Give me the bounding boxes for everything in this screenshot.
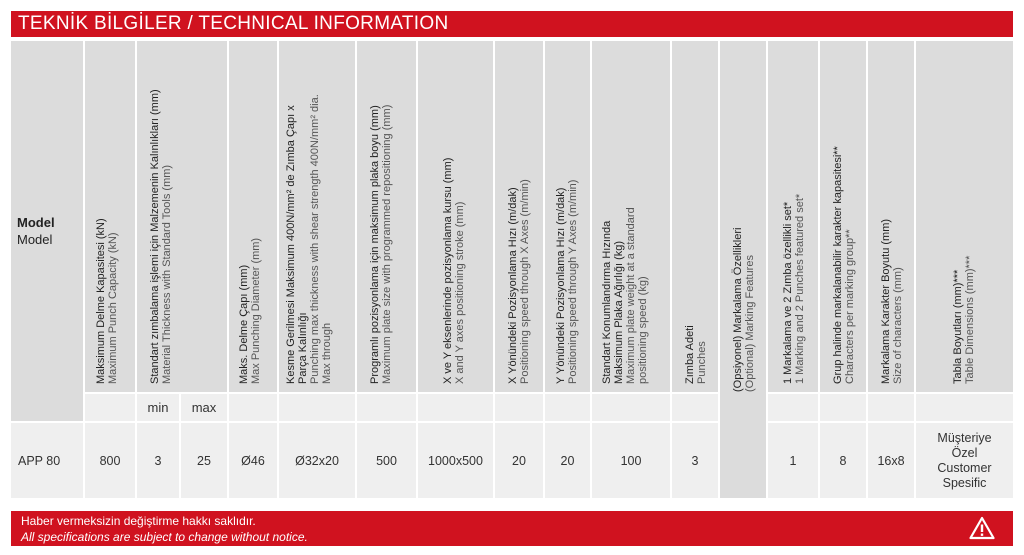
column-label-tr: Standart Konumlandırma Hızında Maksimum Plaka Ağırlığı (kg) xyxy=(601,220,625,384)
col-plate-weight xyxy=(592,41,670,392)
sub-blank xyxy=(672,394,718,421)
table-dims-line: Spesific xyxy=(942,475,987,490)
cell-speed-x: 20 xyxy=(495,423,543,498)
cell-thickness-max: 25 xyxy=(181,423,227,498)
cell-punch-capacity: 800 xyxy=(85,423,135,498)
column-label-en: Positioning speed through Y Axes (m/min) xyxy=(567,179,579,384)
col-char-group xyxy=(820,41,866,392)
column-label-en: (Optional) Marking Features xyxy=(744,255,756,392)
column-label-en: Maximum Punch Capacity (kN) xyxy=(107,232,119,384)
cell-plate-size: 500 xyxy=(357,423,416,498)
col-plate-size xyxy=(357,41,416,392)
col-char-size xyxy=(868,41,914,392)
column-label-en: Punching max thickness with shear strength 400N/mm² dia. Max through xyxy=(309,94,333,384)
footer-notice-tr: Haber vermeksizin değiştirme hakkı saklıdır. xyxy=(21,514,256,528)
cell-table-dims xyxy=(916,423,1013,498)
footer-notice xyxy=(11,511,1013,546)
footer-notice-en: All specifications are subject to change without notice. xyxy=(21,530,308,544)
cell-stroke: 1000x500 xyxy=(418,423,493,498)
column-label-tr: X Yönündeki Pozisyonlama Hızı (m/dak) xyxy=(507,187,519,384)
cell-speed-y: 20 xyxy=(545,423,590,498)
column-label-tr: Y Yönündeki Pozisyonlama Hızı (m/dak) xyxy=(555,187,567,384)
col-stroke xyxy=(418,41,493,392)
table-dims-line: Özel xyxy=(951,445,978,460)
table-dims-line: Customer xyxy=(937,460,992,475)
column-label-en: Maximum plate size with programmed repositioning (mm) xyxy=(381,104,393,384)
col-marking-set xyxy=(768,41,818,392)
col-speed-x xyxy=(495,41,543,392)
col-table-dims xyxy=(916,41,1013,392)
col-shear xyxy=(279,41,355,392)
col-marking-features xyxy=(720,41,766,498)
cell-thickness-min: 3 xyxy=(137,423,179,498)
cell-char-size: 16x8 xyxy=(868,423,914,498)
sub-blank xyxy=(85,394,135,421)
column-label-tr: Kesme Gerilmesi Maksimum 400N/mm² de Zımba Çapı x Parça Kalınlığı xyxy=(285,105,309,384)
col-max-diameter xyxy=(229,41,277,392)
column-label-tr: 1 Markalama ve 2 Zımba özellikli set* xyxy=(782,201,794,384)
sub-blank xyxy=(229,394,277,421)
col-punch-capacity xyxy=(85,41,135,392)
column-label-tr: (Opsiyonel) Markalama Özellikleri xyxy=(732,227,744,392)
cell-max-diameter: Ø46 xyxy=(229,423,277,498)
column-label-en: X and Y axes positioning stroke (mm) xyxy=(454,201,466,384)
column-label-tr: Maks. Delme Çapı (mm) xyxy=(238,264,250,384)
column-label-en: Positioning speed through X Axes (m/min) xyxy=(519,179,531,384)
cell-marking-set: 1 xyxy=(768,423,818,498)
column-label-tr: Zımba Adeti xyxy=(684,325,696,384)
column-label-en: Size of characters (mm) xyxy=(892,267,904,384)
model-header-tr: Model xyxy=(17,215,55,230)
warning-icon xyxy=(969,516,995,540)
sub-blank xyxy=(592,394,670,421)
column-label-tr: X ve Y eksenlerinde pozisyonlama kursu (mm) xyxy=(442,157,454,384)
model-header-en: Model xyxy=(17,232,53,247)
column-label-en: Characters per marking group** xyxy=(844,229,856,384)
column-label-tr: Tabla Boyutları (mm)*** xyxy=(952,269,964,384)
column-label-tr: Maksimum Delme Kapasitesi (kN) xyxy=(95,218,107,384)
cell-punches: 3 xyxy=(672,423,718,498)
page-title: TEKNİK BİLGİLER / TECHNICAL INFORMATION xyxy=(11,11,1013,37)
model-header xyxy=(11,41,83,421)
sub-blank xyxy=(868,394,914,421)
column-label-en: Maximum plate weight at a standard positioning speed (kg) xyxy=(625,207,649,384)
sub-blank xyxy=(916,394,1013,421)
column-label-en: Material Thickness with Standard Tools (mm) xyxy=(161,164,173,384)
sub-blank xyxy=(279,394,355,421)
sub-min: min xyxy=(137,394,179,421)
column-label-tr: Grup halinde markalanabilir karakter kapasitesi** xyxy=(832,146,844,384)
column-label-en: Table Dimensions (mm)*** xyxy=(964,255,976,384)
sub-blank xyxy=(820,394,866,421)
sub-blank xyxy=(545,394,590,421)
sub-max: max xyxy=(181,394,227,421)
col-thickness xyxy=(137,41,227,392)
col-speed-y xyxy=(545,41,590,392)
sub-blank xyxy=(495,394,543,421)
cell-shear: Ø32x20 xyxy=(279,423,355,498)
column-label-en: 1 Marking and 2 Punches featured set* xyxy=(794,193,806,384)
table-dims-line: Müşteriye xyxy=(937,430,992,445)
column-label-tr: Markalama Karakter Boyutu (mm) xyxy=(880,218,892,384)
sub-blank xyxy=(418,394,493,421)
column-label-tr: Programlı pozisyonlama için maksimum plaka boyu (mm) xyxy=(369,105,381,384)
cell-char-group: 8 xyxy=(820,423,866,498)
sub-blank xyxy=(768,394,818,421)
column-label-en: Punches xyxy=(696,341,708,384)
sub-blank xyxy=(357,394,416,421)
column-label-en: Max Punching Diameter (mm) xyxy=(250,237,262,384)
cell-plate-weight: 100 xyxy=(592,423,670,498)
cell-model: APP 80 xyxy=(11,423,83,498)
col-punches xyxy=(672,41,718,392)
column-label-tr: Standart zımbalama işlemi için Malzemenin Kalınlıkları (mm) xyxy=(149,89,161,384)
